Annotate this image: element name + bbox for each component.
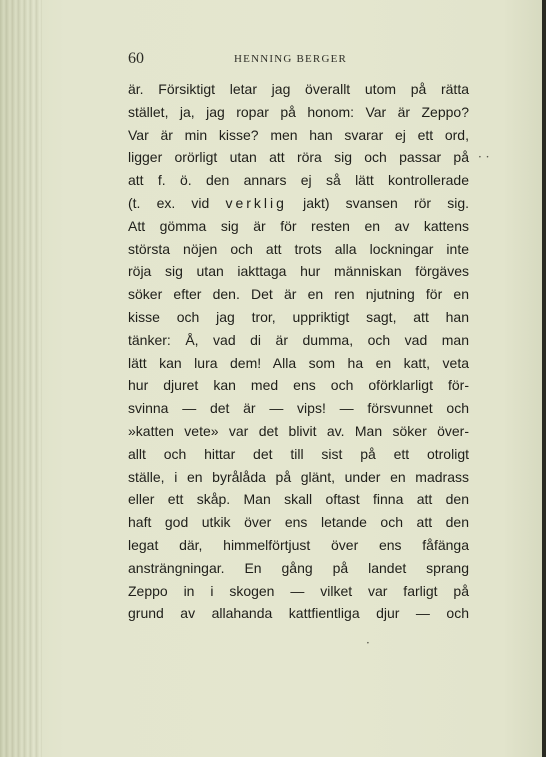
text-line-6 bbox=[128, 192, 469, 215]
page-speck: · bbox=[366, 636, 370, 650]
text-line-6-end: jakt) svansen rör sig. bbox=[303, 194, 470, 211]
body-text bbox=[128, 78, 469, 625]
page-number: 60 bbox=[128, 50, 144, 67]
emphasized-word: verklig bbox=[225, 194, 287, 211]
text-line-1: är. Försiktigt letar jag överallt utom på rätta bbox=[128, 81, 469, 97]
margin-speck: · · bbox=[478, 150, 490, 164]
text-line-19: eller ett skåp. Man skall oftast finna att den bbox=[128, 491, 469, 508]
page-gutter bbox=[0, 0, 42, 757]
text-line-24: grund av allahanda kattfientliga djur — och bbox=[128, 605, 469, 622]
page-edge bbox=[542, 0, 546, 757]
text-line-17: allt och hittar det till sist på ett otroligt bbox=[128, 445, 469, 462]
text-line-21: legat där, himmelförtjust över ens fåfänga bbox=[128, 536, 469, 553]
text-line-16: »katten vete» var det blivit av. Man söker över- bbox=[128, 422, 469, 439]
text-line-3: Var är min kisse? men han svarar ej ett ord, bbox=[128, 126, 469, 143]
text-line-23: Zeppo in i skogen — vilket var farligt på bbox=[128, 582, 469, 599]
running-head: HENNING BERGER bbox=[234, 53, 348, 65]
text-line-8: största nöjen och att trots alla lockningar inte bbox=[128, 240, 469, 257]
text-line-11: kisse och jag tror, uppriktigt sagt, att han bbox=[128, 308, 469, 325]
text-line-22: ansträngningar. En gång på landet sprang bbox=[128, 559, 469, 576]
text-line-15: svinna — det är — vips! — försvunnet och bbox=[128, 400, 469, 417]
text-line-12: tänker: Å, vad di är dumma, och vad man bbox=[128, 331, 469, 348]
text-line-2: stället, ja, jag ropar på honom: Var är Zeppo? bbox=[128, 103, 469, 120]
text-line-5: att f. ö. den annars ej så lätt kontrollerade bbox=[128, 172, 469, 189]
text-line-4: ligger orörligt utan att röra sig och passar på bbox=[128, 149, 469, 166]
text-line-20: haft god utkik över ens letande och att den bbox=[128, 514, 469, 531]
text-line-9: röja sig utan iakttaga hur människan förgäves bbox=[128, 263, 469, 280]
text-line-6-start: (t. ex. vid bbox=[128, 194, 210, 211]
text-line-13: lätt kan lura dem! Alla som ha en katt, veta bbox=[128, 354, 469, 371]
text-line-14: hur djuret kan med ens och oförklarligt för- bbox=[128, 377, 469, 394]
text-line-7: Att gömma sig är för resten en av kattens bbox=[128, 217, 469, 234]
text-line-10: söker efter den. Det är en ren njutning för en bbox=[128, 286, 469, 303]
text-line-18: ställe, i en byrålåda på glänt, under en madrass bbox=[128, 468, 469, 485]
page-header bbox=[128, 50, 468, 72]
